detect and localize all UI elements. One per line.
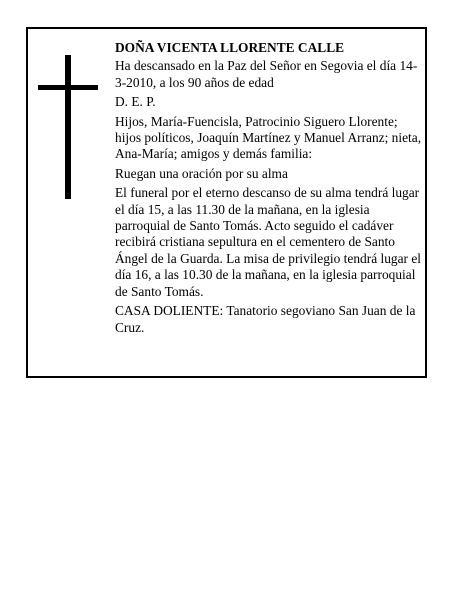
- dep-line: D. E. P.: [115, 94, 156, 110]
- prayer-request: Ruegan una oración por su alma: [115, 165, 288, 181]
- obituary-notice: [26, 27, 427, 378]
- cross-horizontal-bar: [38, 85, 98, 90]
- funeral-details: El funeral por el eterno descanso de su alma tendrá lugar el día 15, a las 11.30 de la mañana, en la iglesia parroquial de Santo Tomás. Acto seguido el cadáver recibirá cristiana sepultura en el cementero de Santo Ángel de la Guarda. La misa de privilegio tendrá lugar el día 16, a las 10.30 de la mañana, en la iglesia parroquial de Santo Tomás.: [115, 185, 422, 299]
- death-announcement: Ha descansado en la Paz del Señor en Segovia el día 14-3-2010, a los 90 años de edad: [115, 58, 418, 90]
- deceased-name: DOÑA VICENTA LLORENTE CALLE: [115, 40, 345, 55]
- cross-vertical-bar: [65, 55, 71, 199]
- mourning-house: CASA DOLIENTE: Tanatorio segoviano San Juan de la Cruz.: [115, 303, 416, 335]
- notice-body: [115, 40, 423, 336]
- family-list: Hijos, María-Fuencisla, Patrocinio Siguero Llorente; hijos políticos, Joaquín Martínez y Manuel Arranz; nieta, Ana-María; amigos y demás familia:: [115, 113, 422, 162]
